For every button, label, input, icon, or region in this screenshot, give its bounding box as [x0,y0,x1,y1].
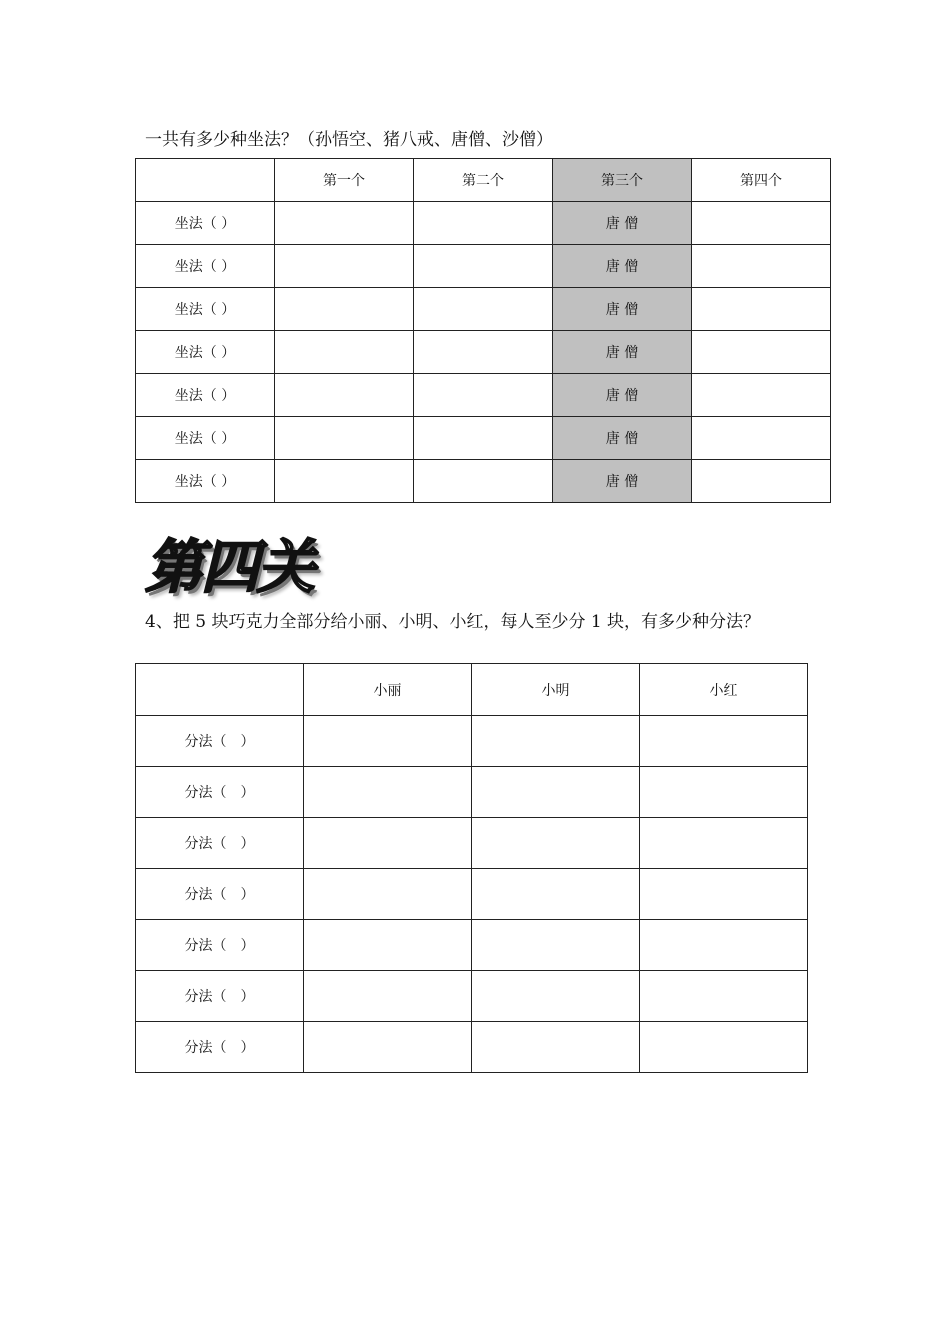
empty-cell [304,767,472,818]
table-header-row [136,159,831,202]
empty-cell [414,417,553,460]
row-label: 分法（ ） [136,869,304,920]
empty-cell [275,331,414,374]
row-label: 坐法（ ） [136,417,275,460]
empty-cell [275,460,414,503]
header-cell [136,664,304,716]
header-cell: 第三个 [553,159,692,202]
empty-cell [304,971,472,1022]
seating-table [135,158,831,503]
empty-cell [414,374,553,417]
empty-cell [304,716,472,767]
row-label: 分法（ ） [136,716,304,767]
empty-cell [692,374,831,417]
question-3-text: 一共有多少种坐法？（孙悟空、猪八戒、唐僧、沙僧） [145,130,553,150]
empty-cell [304,869,472,920]
table-row [136,417,831,460]
level-title: 第四关 [145,533,314,601]
row-label: 坐法（ ） [136,202,275,245]
table-row [136,869,808,920]
header-cell: 小红 [640,664,808,716]
fixed-cell: 唐 僧 [553,460,692,503]
row-label: 坐法（ ） [136,460,275,503]
empty-cell [692,460,831,503]
empty-cell [275,374,414,417]
empty-cell [414,460,553,503]
empty-cell [640,716,808,767]
empty-cell [640,869,808,920]
empty-cell [640,767,808,818]
header-cell [136,159,275,202]
fixed-cell: 唐 僧 [553,245,692,288]
row-label: 坐法（ ） [136,374,275,417]
empty-cell [472,920,640,971]
empty-cell [275,417,414,460]
empty-cell [275,202,414,245]
distribution-table [135,663,808,1073]
table-row [136,460,831,503]
empty-cell [692,331,831,374]
fixed-cell: 唐 僧 [553,417,692,460]
header-cell: 第二个 [414,159,553,202]
empty-cell [692,245,831,288]
table-row [136,767,808,818]
table-row [136,971,808,1022]
empty-cell [304,818,472,869]
header-cell: 第四个 [692,159,831,202]
empty-cell [275,288,414,331]
row-label: 分法（ ） [136,1022,304,1073]
empty-cell [640,818,808,869]
table-header-row [136,664,808,716]
empty-cell [472,1022,640,1073]
header-cell: 小明 [472,664,640,716]
empty-cell [640,1022,808,1073]
table-row [136,288,831,331]
empty-cell [414,202,553,245]
empty-cell [692,417,831,460]
empty-cell [414,245,553,288]
fixed-cell: 唐 僧 [553,288,692,331]
row-label: 坐法（ ） [136,245,275,288]
table-row [136,920,808,971]
empty-cell [472,818,640,869]
header-cell: 小丽 [304,664,472,716]
fixed-cell: 唐 僧 [553,331,692,374]
empty-cell [414,288,553,331]
empty-cell [692,202,831,245]
table-row [136,1022,808,1073]
empty-cell [414,331,553,374]
header-cell: 第一个 [275,159,414,202]
table-row [136,716,808,767]
empty-cell [472,971,640,1022]
table-row [136,245,831,288]
empty-cell [472,716,640,767]
row-label: 分法（ ） [136,971,304,1022]
row-label: 坐法（ ） [136,331,275,374]
row-label: 分法（ ） [136,818,304,869]
empty-cell [275,245,414,288]
empty-cell [640,971,808,1022]
table-row [136,202,831,245]
empty-cell [304,920,472,971]
row-label: 分法（ ） [136,767,304,818]
empty-cell [304,1022,472,1073]
empty-cell [640,920,808,971]
table-row [136,818,808,869]
table-row [136,374,831,417]
empty-cell [472,767,640,818]
row-label: 坐法（ ） [136,288,275,331]
fixed-cell: 唐 僧 [553,374,692,417]
row-label: 分法（ ） [136,920,304,971]
question-4-text: 4、把 5 块巧克力全部分给小丽、小明、小红，每人至少分 1 块，有多少种分法？ [145,612,761,632]
empty-cell [472,869,640,920]
fixed-cell: 唐 僧 [553,202,692,245]
table-row [136,331,831,374]
empty-cell [692,288,831,331]
